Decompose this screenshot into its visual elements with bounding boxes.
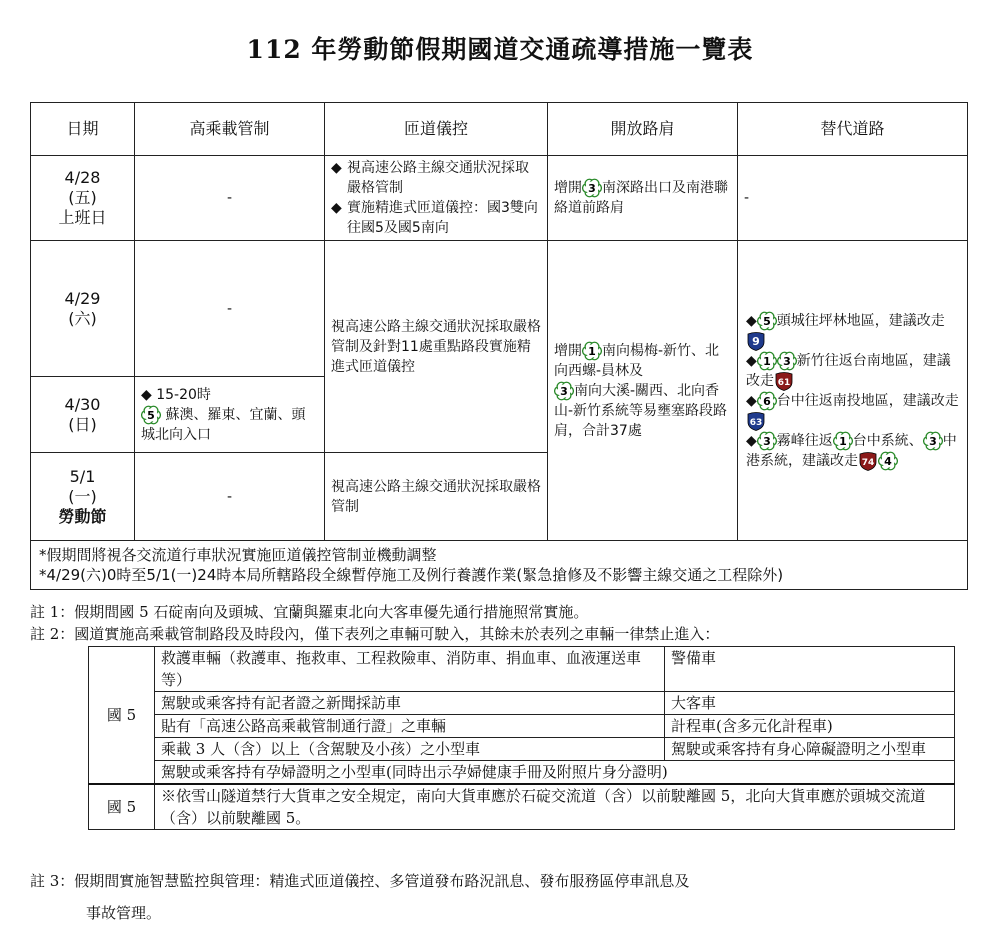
shoulder-text: 南向大溪-關西、北向香山-新竹系統等易壅塞路段路肩，合計37處	[554, 382, 728, 439]
header-row	[31, 103, 968, 156]
hov-cell: -	[135, 156, 325, 241]
route-number: 3	[782, 354, 791, 368]
route-number: 1	[838, 434, 847, 448]
footer-row	[31, 541, 968, 590]
bullet-icon: ◆	[331, 200, 342, 216]
route-shield-graphic	[774, 371, 794, 391]
freeway-3-shield-icon	[923, 431, 943, 451]
table-row	[89, 761, 955, 785]
note-3-cont: 事故管理。	[86, 904, 162, 922]
table-row	[31, 156, 968, 241]
date-value: 4/28	[64, 168, 101, 187]
footer-line: *4/29(六)0時至5/1(一)24時本局所轄路段全線暫停施工及例行養護作業(緊急搶修及不影響主線交通之工程除外)	[39, 566, 784, 584]
freeway-5-shield-icon	[757, 311, 777, 331]
shoulder-cell	[548, 241, 738, 541]
route-shield-graphic	[858, 451, 878, 471]
header-shoulder: 開放路肩	[548, 103, 738, 156]
bullet-icon: ◆	[746, 312, 757, 329]
alt-route-text: 頭城往坪林地區，建議改走	[776, 312, 945, 329]
header-date: 日期	[31, 103, 135, 156]
note-1: 註 1：假期間國 5 石碇南向及頭城、宜蘭與羅東北向大客車優先通行措施照常實施。	[30, 603, 589, 621]
date-cell	[31, 377, 135, 453]
weekday: (日)	[68, 414, 97, 434]
ramp-cell: 視高速公路主線交通狀況採取嚴格管制	[325, 453, 548, 541]
route-number: 3	[762, 434, 771, 448]
freeway-3-shield-icon	[582, 178, 602, 198]
shoulder-text: 增開	[554, 342, 582, 359]
route-shield-graphic	[833, 431, 853, 451]
bullet-icon: ◆	[746, 432, 757, 449]
alt-route-text: 台中往返南投地區，建議改走	[776, 392, 959, 409]
vehicle-cell: 計程車(含多元化計程車)	[665, 715, 955, 738]
day-note: 上班日	[58, 208, 107, 227]
day-note: 勞動節	[58, 506, 107, 526]
date-value: 4/29	[64, 288, 101, 308]
freeway-3-shield-icon	[554, 381, 574, 401]
vehicle-cell: 貼有「高速公路高乘載管制通行證」之車輛	[155, 715, 665, 738]
freeway-5-shield-icon	[141, 405, 161, 425]
route-number: 1	[588, 344, 596, 358]
route-number: 61	[777, 377, 791, 388]
ramp-cell	[325, 156, 548, 241]
footer-notes	[31, 541, 968, 590]
alt-route-cell: -	[738, 156, 968, 241]
ramp-cell: 視高速公路主線交通狀況採取嚴格管制及針對11處重點路段實施精進式匝道儀控	[325, 241, 548, 453]
table-row	[89, 647, 955, 692]
vehicle-cell: 駕駛或乘客持有孕婦證明之小型車(同時出示孕婦健康手冊及附照片身分證明)	[155, 761, 955, 785]
alt-route-item	[746, 431, 963, 471]
weekday: (一)	[68, 486, 97, 506]
shoulder-text: 南向楊梅-新竹、北向西螺-員林及	[554, 342, 720, 379]
date-cell	[31, 453, 135, 541]
header-alt-route: 替代道路	[738, 103, 968, 156]
hov-text: 蘇澳、羅東、宜蘭、頭城北向入口	[141, 406, 306, 443]
route-shield-graphic	[554, 381, 574, 401]
route-number: 5	[762, 314, 771, 328]
freeway-3-shield-icon	[777, 351, 797, 371]
route-shield-graphic	[757, 431, 777, 451]
hov-allowed-vehicles-table	[88, 646, 955, 830]
bullet-icon: ◆	[746, 352, 757, 369]
route-shield-graphic	[746, 411, 766, 431]
table-row	[89, 692, 955, 715]
bullet-icon: ◆	[331, 160, 342, 176]
note-2: 註 2：國道實施高乘載管制路段及時段內，僅下表列之車輛可駛入，其餘未於表列之車輛一律禁止進入：	[30, 625, 720, 643]
traffic-measures-table	[30, 102, 968, 590]
table-row	[89, 715, 955, 738]
alt-route-item	[746, 351, 963, 391]
route-number: 6	[762, 394, 771, 408]
route-number: 4	[884, 454, 892, 468]
date-cell	[31, 241, 135, 377]
vehicle-cell: 駕駛或乘客持有記者證之新聞採訪車	[155, 692, 665, 715]
vehicle-cell: 大客車	[665, 692, 955, 715]
freeway-1-shield-icon	[833, 431, 853, 451]
freeway-1-shield-icon	[757, 351, 777, 371]
bullet-icon: ◆	[141, 386, 152, 403]
road-cell: 國 5	[89, 647, 155, 785]
hov-cell: -	[135, 453, 325, 541]
alt-route-item	[746, 311, 963, 351]
header-ramp: 匝道儀控	[325, 103, 548, 156]
vehicle-cell: 乘載 3 人（含）以上（含駕駛及小孩）之小型車	[155, 738, 665, 761]
route-shield-graphic	[746, 331, 766, 351]
freeway-4-shield-icon	[878, 451, 898, 471]
route-shield-graphic	[757, 351, 777, 371]
ramp-text: 視高速公路主線交通狀況採取嚴格管制	[347, 160, 529, 196]
hov-cell	[135, 377, 325, 453]
alt-route-text: 新竹往返台南地區，建議改走	[746, 352, 951, 389]
hov-time: 15-20時	[156, 386, 211, 403]
route-number: 63	[749, 417, 763, 428]
date-cell	[31, 156, 135, 241]
table-row	[31, 241, 968, 377]
alt-route-cell	[738, 241, 968, 541]
page-title: 112 年勞動節假期國道交通疏導措施一覽表	[246, 35, 754, 64]
route-number: 74	[861, 457, 875, 468]
weekday: (六)	[68, 308, 97, 328]
provincial-9-shield-icon	[746, 331, 766, 351]
shoulder-text: 南深路出口及南港聯絡道前路肩	[554, 180, 728, 216]
alt-route-text: 霧峰往返	[776, 432, 833, 449]
freeway-6-shield-icon	[757, 391, 777, 411]
shoulder-text: 增開	[554, 180, 582, 196]
road-cell: 國 5	[89, 784, 155, 830]
footer-line: *假期間將視各交流道行車狀況實施匝道儀控管制並機動調整	[39, 546, 437, 564]
header-hov: 高乘載管制	[135, 103, 325, 156]
freeway-1-shield-icon	[582, 341, 602, 361]
expressway-74-shield-icon	[858, 451, 878, 471]
table-row	[89, 738, 955, 761]
route-shield-graphic	[582, 178, 602, 198]
route-shield-graphic	[923, 431, 943, 451]
alt-route-item	[746, 391, 963, 431]
route-shield-graphic	[878, 451, 898, 471]
ramp-text: 實施精進式匝道儀控：國3雙向往國5及國5南向	[347, 200, 538, 236]
vehicle-cell: 警備車	[665, 647, 955, 692]
route-shield-graphic	[757, 391, 777, 411]
expressway-63-shield-icon	[746, 411, 766, 431]
note-3: 註 3：假期間實施智慧監控與管理：精進式匝道儀控、多管道發布路況訊息、發布服務區停車訊息及	[30, 872, 690, 890]
date-value: 4/30	[64, 394, 101, 414]
route-shield-graphic	[757, 311, 777, 331]
route-number: 1	[762, 354, 771, 368]
route-number: 3	[560, 384, 568, 398]
alt-route-text: 台中系統、	[852, 432, 923, 449]
route-number: 3	[588, 182, 596, 196]
bullet-icon: ◆	[746, 392, 757, 409]
vehicle-cell: 駕駛或乘客持有身心障礙證明之小型車	[665, 738, 955, 761]
date-value: 5/1	[69, 466, 96, 486]
truck-rule-cell: ※依雪山隧道禁行大貨車之安全規定，南向大貨車應於石碇交流道（含）以前駛離國 5，北向大貨車應於頭城交流道（含）以前駛離國 5。	[155, 784, 955, 830]
alt-route-text: 中港系統，建議改走	[746, 432, 957, 469]
table-row	[89, 784, 955, 830]
route-shield-graphic	[777, 351, 797, 371]
weekday: (五)	[68, 188, 97, 207]
hov-cell: -	[135, 241, 325, 377]
route-number: 9	[752, 334, 760, 348]
expressway-61-shield-icon	[774, 371, 794, 391]
route-number: 3	[928, 434, 937, 448]
route-shield-graphic	[141, 405, 161, 425]
freeway-3-shield-icon	[757, 431, 777, 451]
route-number: 5	[147, 408, 155, 422]
vehicle-cell: 救護車輛（救護車、拖救車、工程救險車、消防車、捐血車、血液運送車等）	[155, 647, 665, 692]
shoulder-cell	[548, 156, 738, 241]
route-shield-graphic	[582, 341, 602, 361]
